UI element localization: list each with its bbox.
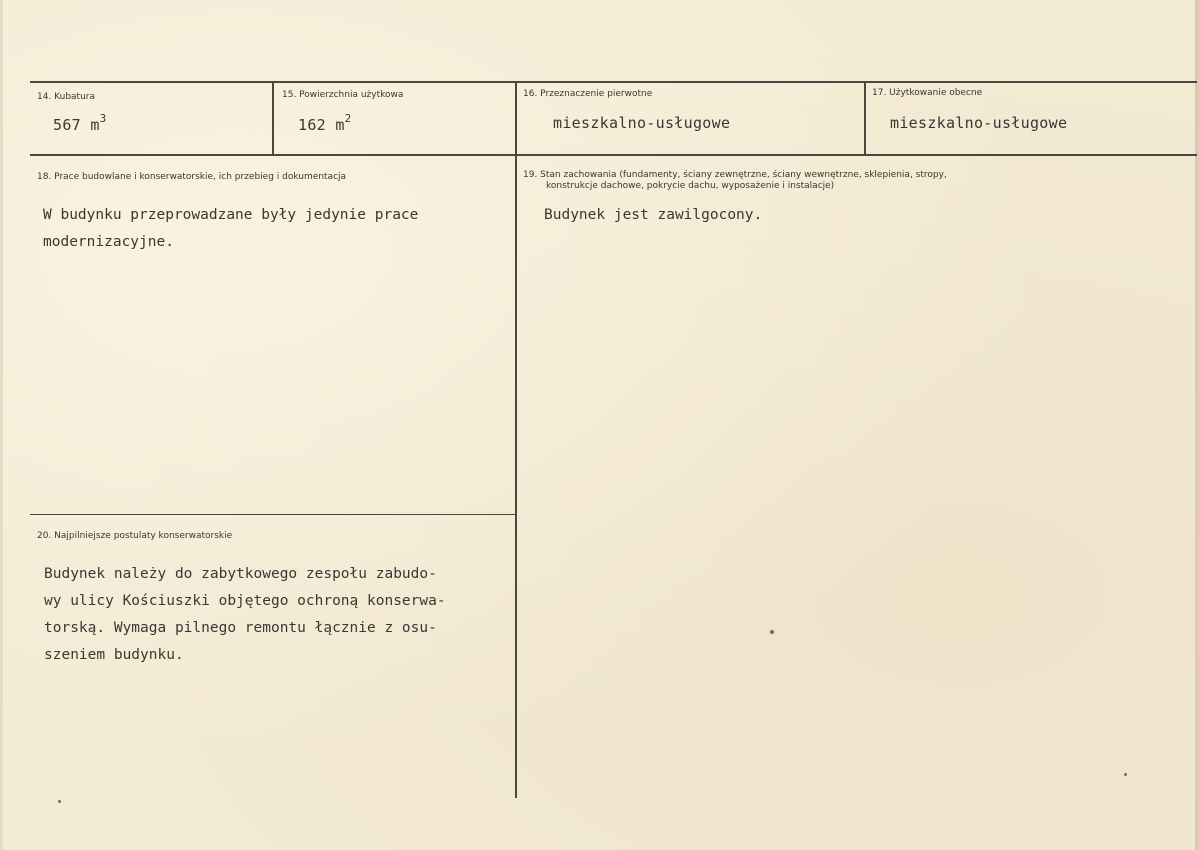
field-20-label: 20. Najpilniejsze postulaty konserwatorskie [37,531,233,541]
field-15-value [298,114,352,134]
column-divider-2 [515,82,517,798]
paper-speck [770,630,774,634]
field-15-value-text: 162 m [298,116,345,134]
field-20-line-2: wy ulicy Kościuszki objętego ochroną konserwa- [44,593,446,609]
field-19-label-line-1: 19. Stan zachowania (fundamenty, ściany zewnętrzne, ściany wewnętrzne, sklepienia, stropy, [523,170,947,180]
field-18-text [43,202,418,256]
field-20-line-4: szeniem budynku. [44,647,184,663]
field-15-label: 15. Powierzchnia użytkowa [282,90,404,100]
card-right-edge [1195,0,1199,850]
column-divider-3 [864,82,866,155]
section-divider-line [30,514,515,515]
field-17-label: 17. Użytkowanie obecne [872,88,983,98]
row-divider-line [30,154,1197,156]
field-19-text: Budynek jest zawilgocony. [544,207,763,223]
field-18-label: 18. Prace budowlane i konserwatorskie, ich przebieg i dokumentacja [37,172,347,182]
field-15-exponent: 2 [344,112,352,125]
field-20-text [44,561,446,669]
paper-speck [58,800,61,803]
top-border-line [30,81,1197,83]
paper-speck [1124,773,1127,776]
card-left-edge [0,0,3,850]
column-divider-1 [272,82,274,155]
field-14-label: 14. Kubatura [37,92,96,102]
field-16-value: mieszkalno-usługowe [553,114,731,132]
field-18-line-1: W budynku przeprowadzane były jedynie prace [43,207,419,223]
field-14-value [53,114,107,134]
field-20-line-1: Budynek należy do zabytkowego zespołu zabudo- [44,566,437,582]
field-14-value-text: 567 m [53,116,100,134]
field-14-exponent: 3 [99,112,107,125]
field-19-label-line-2: konstrukcje dachowe, pokrycie dachu, wyposażenie i instalacje) [546,181,835,191]
field-16-label: 16. Przeznaczenie pierwotne [523,89,653,99]
field-18-line-2: modernizacyjne. [43,234,174,250]
field-20-line-3: torską. Wymaga pilnego remontu łącznie z osu- [44,620,437,636]
field-19-label [523,170,947,192]
field-17-value: mieszkalno-usługowe [890,114,1068,132]
